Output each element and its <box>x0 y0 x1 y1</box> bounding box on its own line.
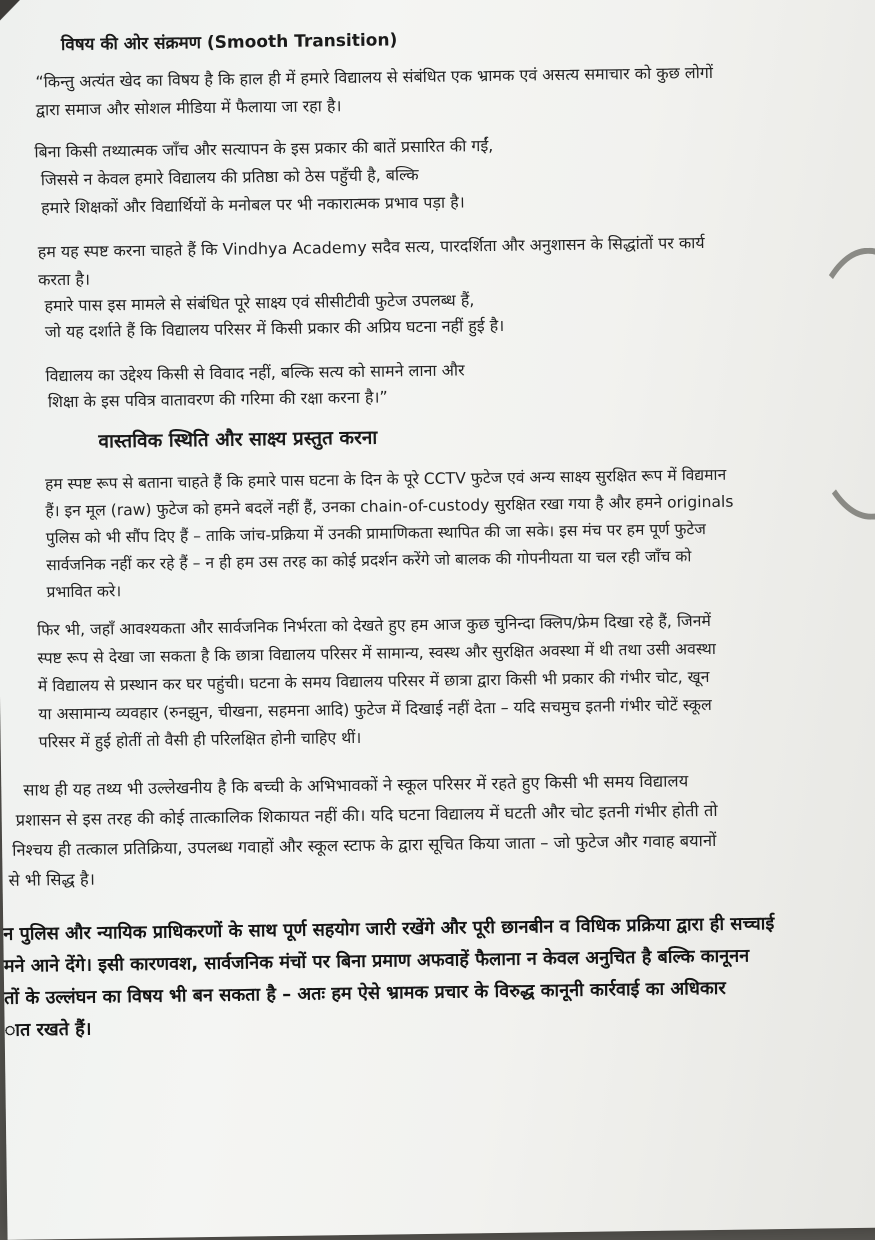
text-line: विद्यालय का उद्देश्य किसी से विवाद नहीं, बल्कि सत्य को सामने लाना और <box>45 360 465 386</box>
text-line: सार्वजनिक नहीं कर रहे हैं – न ही हम उस तरह का कोई प्रदर्शन करेंगे जो बालक की गोपनीयता या चल रही जाँच को <box>46 547 692 575</box>
text-line: न पुलिस और न्यायिक प्राधिकरणों के साथ पूर्ण सहयोग जारी रखेंगे और पूरी छानबीन व विधिक प्रक्रिया द्वारा ही सच्चाई <box>3 913 775 945</box>
text-line: परिसर में हुई होतीं तो वैसी ही परिलक्षित होनी चाहिए थीं। <box>38 727 362 752</box>
text-line: मने आने देंगे। इसी कारणवश, सार्वजनिक मंचों पर बिना प्रमाण अफवाहें फैलाना न केवल अनुचित है बल्कि कानूनन <box>3 945 750 977</box>
text-line: द्वारा समाज और सोशल मीडिया में फैलाया जा रहा है। <box>35 96 342 120</box>
text-line: बिना किसी तथ्यात्मक जाँच और सत्यापन के इस प्रकार की बातें प्रसारित की गईं, <box>34 135 494 162</box>
text-line: शिक्षा के इस पवित्र वातावरण की गरिमा की रक्षा करना है।” <box>47 387 388 412</box>
text-line: प्रभावित करे। <box>46 582 122 602</box>
text-line: तों के उल्लंघन का विषय भी बन सकता है – अतः हम ऐसे भ्रामक प्रचार के विरुद्ध कानूनी कार्रवाई का अधिकार <box>4 977 726 1009</box>
text-line: करता है। <box>38 269 91 290</box>
text-line: जिससे न केवल हमारे विद्यालय की प्रतिष्ठा को ठेस पहुँची है, बल्कि <box>40 165 419 190</box>
text-line: जो यह दर्शाते हैं कि विद्यालय परिसर में किसी प्रकार की अप्रिय घटना नहीं हुई है। <box>44 315 505 342</box>
paper-fold <box>0 0 51 30</box>
section-heading-evidence: वास्तविक स्थिति और साक्ष्य प्रस्तुत करना <box>98 426 378 453</box>
text-line: हम स्पष्ट रूप से बताना चाहते हैं कि हमारे पास घटना के दिन के पूरे CCTV फुटेज एवं अन्य साक्ष्य सुरक्षित रूप में विद्यमान <box>44 465 727 494</box>
text-line: में विद्यालय से प्रस्थान कर घर पहुंची। घटना के समय विद्यालय परिसर में छात्रा द्वारा किसी भी प्रकार की गंभीर चोट, खून <box>37 667 710 696</box>
text-line: या असामान्य व्यवहार (रुनझुन, चीखना, सहमना आदि) फुटेज में दिखाई नहीं देता – यदि सचमुच इतनी गंभीर चोटें स्कूल <box>38 694 712 724</box>
text-line: हैं। इन मूल (raw) फुटेज को हमने बदलें नहीं हैं, उनका chain-of-custody सुरक्षित रखा गया है और हमने originals <box>45 492 734 521</box>
text-line: से भी सिद्ध है। <box>8 869 96 890</box>
text-line: स्पष्ट रूप से देखा जा सकता है कि छात्रा विद्यालय परिसर में सामान्य, स्वस्थ और सुरक्षित अवस्था में थी तथा उसी अवस्था <box>37 638 717 668</box>
section-heading-transition: विषय की ओर संक्रमण (Smooth Transition) <box>60 30 398 56</box>
text-line: हमारे शिक्षकों और विद्यार्थियों के मनोबल पर भी नकारात्मक प्रभाव पड़ा है। <box>41 192 465 218</box>
text-line: हमारे पास इस मामले से संबंधित पूरे साक्ष्य एवं सीसीटीवी फुटेज उपलब्ध हैं, <box>44 290 475 316</box>
text-line: फिर भी, जहाँ आवश्यकता और सार्वजनिक निर्भरता को देखते हुए हम आज कुछ चुनिन्दा क्लिप/फ्रेम दिखा रहे हैं, जिनमें <box>36 610 712 640</box>
text-line: प्रशासन से इस तरह की कोई तात्कालिक शिकायत नहीं की। यदि घटना विद्यालय में घटती और चोट इतनी गंभीर होती तो <box>15 800 718 830</box>
text-line: “किन्तु अत्यंत खेद का विषय है कि हाल ही में हमारे विद्यालय से संबंधित एक भ्रामक एवं असत्य समाचार को कुछ लोगों <box>35 62 714 92</box>
text-line: निश्चय ही तत्काल प्रतिक्रिया, उपलब्ध गवाहों और स्कूल स्टाफ के द्वारा सूचित किया जाता – जो फुटेज और गवाह बयानों <box>12 830 717 860</box>
text-line: पुलिस को भी सौंप दिए हैं – ताकि जांच-प्रक्रिया में उनकी प्रामाणिकता स्थापित की जा सके। इस मंच पर हम पूर्ण फुटेज <box>45 520 706 548</box>
text-line: साथ ही यह तथ्य भी उल्लेखनीय है कि बच्ची के अभिभावकों ने स्कूल परिसर में रहते हुए किसी भी समय विद्यालय <box>23 771 689 800</box>
text-line: हम यह स्पष्ट करना चाहते हैं कि Vindhya Academy सदैव सत्य, पारदर्शिता और अनुशासन के सिद्धांतों पर कार्य <box>37 233 705 262</box>
background-cable <box>802 247 875 521</box>
text-line: ात रखते हैं। <box>4 1018 92 1041</box>
